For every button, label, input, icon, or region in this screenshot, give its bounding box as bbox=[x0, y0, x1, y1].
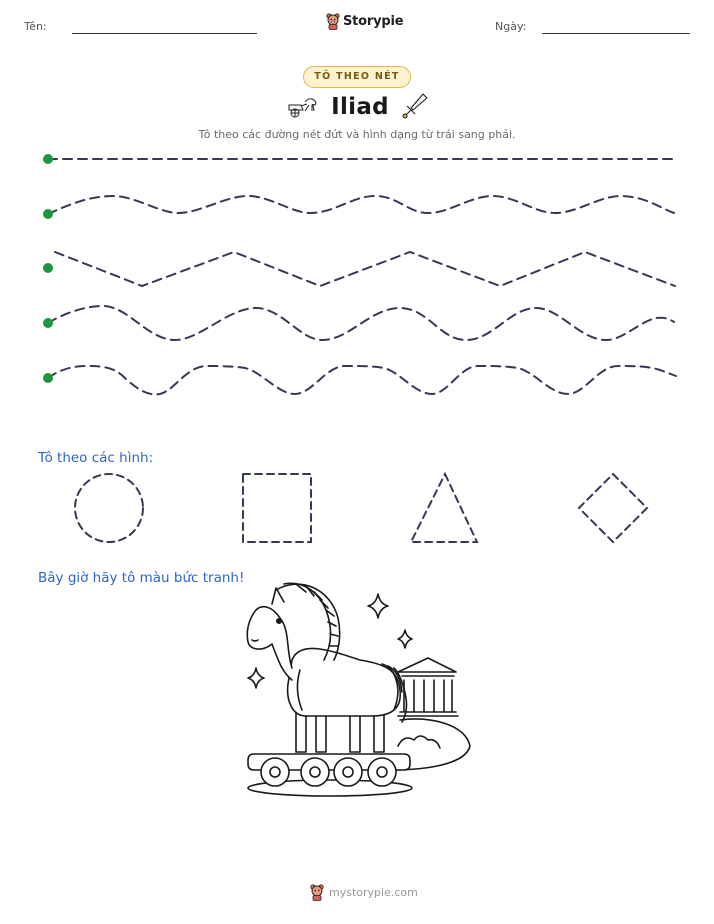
start-dot bbox=[43, 154, 53, 164]
footer-site[interactable]: mystorypie.com bbox=[329, 886, 418, 899]
wavy-line[interactable] bbox=[48, 306, 674, 340]
shapes-title: Tô theo các hình: bbox=[38, 450, 154, 466]
zigzag-line[interactable] bbox=[55, 252, 675, 286]
tracing-shapes bbox=[0, 468, 714, 548]
coloring-title: Bây giờ hãy tô màu bức tranh! bbox=[38, 570, 245, 586]
circle-shape[interactable] bbox=[75, 474, 143, 542]
start-dot bbox=[43, 209, 53, 219]
name-label: Tên: bbox=[24, 20, 47, 33]
diamond-shape[interactable] bbox=[579, 474, 647, 542]
date-label: Ngày: bbox=[495, 20, 527, 33]
activity-badge: TÔ THEO NÉT bbox=[303, 66, 410, 88]
trojan-horse-picture[interactable] bbox=[240, 575, 480, 805]
start-dot bbox=[43, 373, 53, 383]
bumpy-line[interactable] bbox=[48, 366, 676, 394]
instruction-text: Tô theo các đường nét đứt và hình dạng từ trái sang phải. bbox=[198, 128, 516, 141]
sparkle-icon bbox=[368, 594, 388, 618]
worksheet-title: Iliad bbox=[331, 94, 389, 120]
start-dot bbox=[43, 318, 53, 328]
square-shape[interactable] bbox=[243, 474, 311, 542]
brand-name: Storypie bbox=[343, 14, 404, 29]
start-dot bbox=[43, 263, 53, 273]
sparkle-icon bbox=[248, 668, 264, 688]
bear-icon bbox=[310, 884, 324, 901]
sparkle-icon bbox=[398, 630, 412, 648]
footer bbox=[310, 884, 418, 901]
wavy-line[interactable] bbox=[48, 196, 674, 214]
triangle-shape[interactable] bbox=[411, 474, 477, 542]
tracing-lines bbox=[0, 0, 714, 410]
